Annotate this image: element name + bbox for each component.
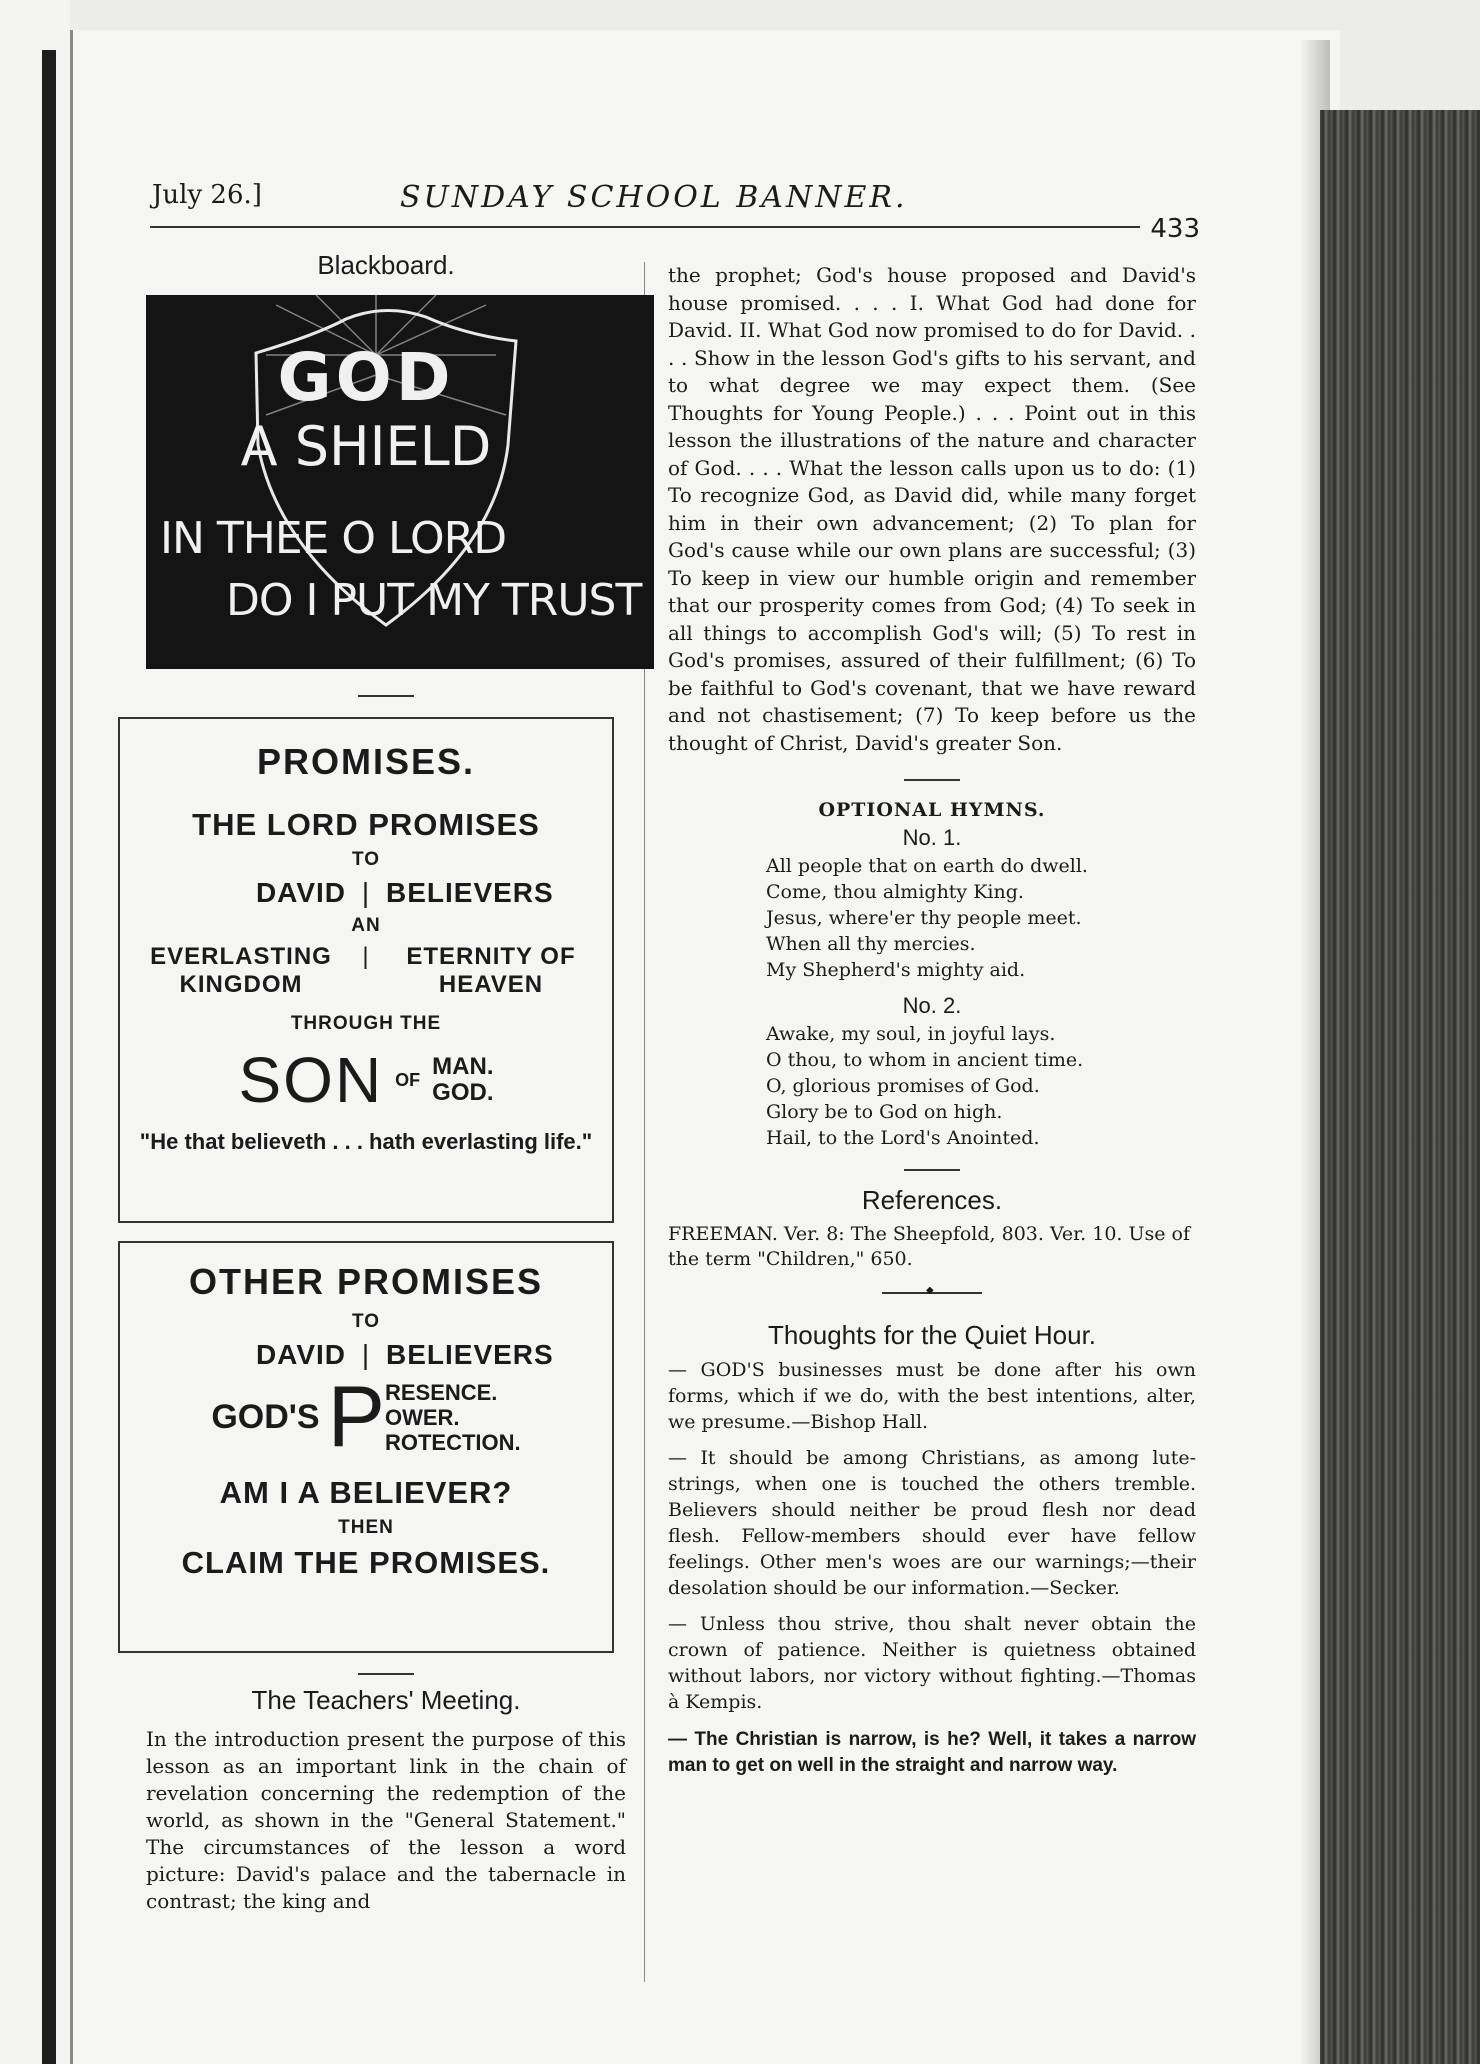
an-label: AN bbox=[351, 915, 381, 936]
section-rule bbox=[904, 779, 960, 781]
header-title: SUNDAY SCHOOL BANNER. bbox=[400, 180, 908, 215]
section-rule bbox=[358, 695, 414, 697]
hymn-list-2 bbox=[766, 1021, 1196, 1151]
board-trust: DO I PUT MY TRUST bbox=[226, 575, 642, 626]
divider-bar: | bbox=[361, 877, 371, 908]
hymn-line: Awake, my soul, in joyful lays. bbox=[766, 1023, 1056, 1045]
other-promises-box bbox=[118, 1241, 614, 1653]
eternity-label: ETERNITY OF bbox=[406, 943, 576, 970]
to-label: TO bbox=[351, 849, 381, 870]
thought-bishop-hall: — GOD'S businesses must be done after his own forms, which if we do, with the best intentions, alter, we presume.—Bishop Hall. bbox=[668, 1359, 1196, 1433]
power-label: OWER. bbox=[384, 1404, 460, 1430]
divider-bar: | bbox=[361, 1339, 371, 1370]
hymn-line: My Shepherd's mighty aid. bbox=[766, 959, 1026, 981]
gods-label: GOD'S bbox=[211, 1397, 320, 1436]
hymn-line: When all thy mercies. bbox=[766, 933, 976, 955]
book-page-stack bbox=[1320, 110, 1480, 2064]
board-in-thee: IN THEE O LORD bbox=[160, 513, 507, 564]
man-label: MAN. bbox=[432, 1053, 494, 1080]
p-initial: P bbox=[327, 1369, 385, 1465]
board-god: GOD bbox=[277, 339, 455, 416]
left-page-edge bbox=[0, 0, 70, 2064]
binding-shadow bbox=[42, 50, 56, 2064]
blackboard-heading: Blackboard. bbox=[317, 250, 455, 280]
thought-kempis: — Unless thou strive, thou shalt never obtain the crown of patience. Neither is quietness obtained without labors, nor victory without fighting.—Thomas à Kempis. bbox=[668, 1613, 1196, 1713]
claim-promises: CLAIM THE PROMISES. bbox=[181, 1545, 551, 1580]
promises-box bbox=[118, 717, 614, 1223]
section-rule bbox=[358, 1673, 414, 1675]
scripture-quote: "He that believeth . . . hath everlasting life." bbox=[139, 1129, 593, 1154]
of-label: OF bbox=[395, 1069, 421, 1090]
believers-label: BELIEVERS bbox=[386, 877, 554, 908]
hymn-line: O, glorious promises of God. bbox=[766, 1075, 1040, 1097]
recipients-row bbox=[120, 1339, 612, 1371]
left-column bbox=[139, 250, 642, 1915]
presence-label: RESENCE. bbox=[384, 1379, 498, 1405]
promises-title: PROMISES. bbox=[256, 741, 476, 782]
believers-label: BELIEVERS bbox=[386, 1339, 554, 1370]
section-rule bbox=[904, 1169, 960, 1171]
lord-promises: THE LORD PROMISES bbox=[192, 807, 540, 842]
teachers-meeting-title: The Teachers' Meeting. bbox=[251, 1685, 521, 1715]
to-label: TO bbox=[351, 1311, 381, 1332]
everlasting-label: EVERLASTING bbox=[150, 943, 332, 970]
then-label: THEN bbox=[338, 1517, 394, 1538]
optional-hymns-title: OPTIONAL HYMNS. bbox=[818, 799, 1046, 821]
running-header bbox=[150, 176, 1200, 244]
hymn-line: All people that on earth do dwell. bbox=[766, 855, 1088, 877]
david-label: DAVID bbox=[255, 877, 346, 908]
board-a-shield: A SHIELD bbox=[240, 415, 492, 478]
thoughts-title: Thoughts for the Quiet Hour. bbox=[767, 1320, 1097, 1350]
ornamental-rule bbox=[882, 1292, 982, 1294]
gifts-row bbox=[120, 943, 612, 999]
hymn-list-1 bbox=[766, 853, 1196, 983]
protection-label: ROTECTION. bbox=[384, 1429, 521, 1455]
believer-question: AM I A BELIEVER? bbox=[219, 1475, 513, 1510]
son-label: SON bbox=[238, 1044, 384, 1116]
teachers-meeting-text: In the introduction present the purpose of this lesson as an important link in the chain of revelation concerning the redemption of the world, as shown in the "General Statement." The circumstances of the lesson a word picture: David's palace and the tabernacle in contrast; the king and bbox=[146, 1727, 626, 1913]
gods-presence-block bbox=[120, 1369, 612, 1465]
lesson-continuation: the prophet; God's house proposed and David's house promised. . . . I. What God had done for David. II. What God now promised to do for David. . . . Show in the lesson God's gifts to his servant, and to what degree we may expect them. (See Thoughts for Young People.) . . . Point out in this lesson the illustrations of the nature and character of God. . . . What the lesson calls upon us to do: (1) To recognize God, as David did, while many forget him in their own advancement; (2) To plan for God's cause while our own plans are successful; (3) To keep in view our humble origin and remember that our prosperity comes from God; (4) To seek in all things to accomplish God's will; (5) To rest in God's promises, assured of their fulfillment; (6) To be faithful to God's covenant, that we have reward and not chastisement; (7) To keep before us the thought of Christ, David's greater Son. bbox=[668, 263, 1196, 755]
through-label: THROUGH THE bbox=[290, 1013, 442, 1034]
references-title: References. bbox=[861, 1185, 1003, 1215]
page-number: 433 bbox=[1150, 214, 1200, 244]
right-column bbox=[668, 262, 1196, 1779]
thought-secker: — It should be among Christians, as among lute-strings, when one is touched the others tremble. Believers should neither be proud flesh nor dead flesh. Fellow-members should ever have fellow feelings. Other men's woes are our warnings;—their desolation should be our information.—Secker. bbox=[668, 1447, 1196, 1599]
kingdom-label: KINGDOM bbox=[179, 971, 303, 998]
son-line bbox=[120, 1043, 612, 1117]
heaven-label: HEAVEN bbox=[438, 971, 544, 998]
hymn-line: Jesus, where'er thy people meet. bbox=[766, 907, 1082, 929]
hymn-no-2: No. 2. bbox=[902, 993, 962, 1018]
other-promises-title: OTHER PROMISES bbox=[188, 1261, 544, 1302]
references-text: FREEMAN. Ver. 8: The Sheepfold, 803. Ver. 10. Use of the term "Children," 650. bbox=[668, 1223, 1191, 1270]
hymn-line: Come, thou almighty King. bbox=[766, 881, 1024, 903]
hymn-no-1: No. 1. bbox=[902, 825, 962, 850]
hymn-line: Hail, to the Lord's Anointed. bbox=[766, 1127, 1040, 1149]
recipients-row bbox=[120, 877, 612, 909]
david-label: DAVID bbox=[255, 1339, 346, 1370]
thought-christian-narrow: — The Christian is narrow, is he? Well, it takes a narrow man to get on well in the straight and narrow way. bbox=[668, 1729, 1196, 1776]
god-label: GOD. bbox=[432, 1079, 494, 1106]
divider-bar: | bbox=[362, 943, 370, 970]
blackboard-illustration bbox=[146, 295, 654, 669]
header-rule bbox=[150, 226, 1140, 228]
hymn-line: Glory be to God on high. bbox=[766, 1101, 1003, 1123]
hymn-line: O thou, to whom in ancient time. bbox=[766, 1049, 1084, 1071]
header-date: July 26.] bbox=[152, 180, 262, 210]
